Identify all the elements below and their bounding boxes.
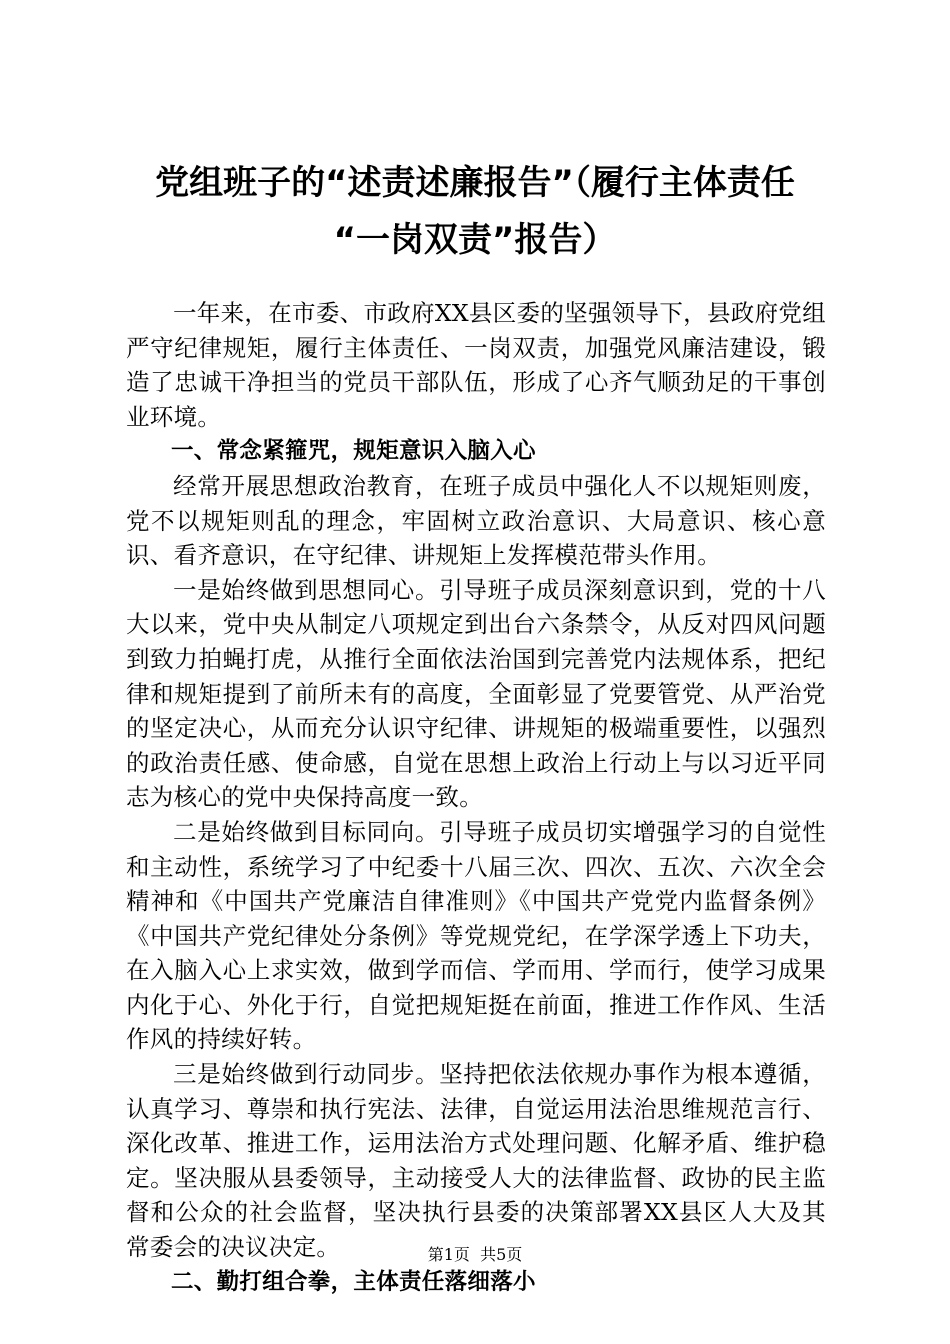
document-title-line-1: 党组班子的“述责述廉报告”（履行主体责任 — [155, 163, 795, 203]
body-paragraph: 一是始终做到思想同心。引导班子成员深刻意识到，党的十八大以来，党中央从制定八项规定到出台六条禁令，从反对四风问题到致力拍蝇打虎，从推行全面依法治国到完善党内法规体系，把纪律和规矩提到了前所未有的高度，全面彰显了党要管党、从严治党的坚定决心，从而充分认识守纪律、讲规矩的极端重要性，以强烈的政治责任感、使命感，自觉在思想上政治上行动上与以习近平同志为核心的党中央保持高度一致。 — [126, 575, 826, 812]
body-paragraph: 经常开展思想政治教育，在班子成员中强化人不以规矩则废，党不以规矩则乱的理念，牢固树立政治意识、大局意识、核心意识、看齐意识，在守纪律、讲规矩上发挥模范带头作用。 — [126, 471, 826, 570]
document-body — [126, 296, 826, 1299]
section-heading-2: 二、勤打组合拳，主体责任落细落小 — [171, 1268, 536, 1295]
body-paragraph: 三是始终做到行动同步。坚持把依法依规办事作为根本遵循，认真学习、尊崇和执行宪法、法律，自觉运用法治思维规范言行、深化改革、推进工作，运用法治方式处理问题、化解矛盾、维护稳定。坚决服从县委领导，主动接受人大的法律监督、政协的民主监督和公众的社会监督，坚决执行县委的决策部署XX县区人大及其常委会的决议决定。 — [126, 1060, 826, 1262]
body-paragraph: 二是始终做到目标同向。引导班子成员切实增强学习的自觉性和主动性，系统学习了中纪委十八届三次、四次、五次、六次全会精神和《中国共产党廉洁自律准则》《中国共产党党内监督条例》《中国共产党纪律处分条例》等党规党纪，在学深学透上下功夫，在入脑入心上求实效，做到学而信、学而用、学而行，使学习成果内化于心、外化于行，自觉把规矩挺在前面，推进工作作风、生活作风的持续好转。 — [126, 817, 826, 1054]
page-footer: 第1页 共5页 — [427, 1245, 523, 1264]
intro-paragraph: 一年来，在市委、市政府XX县区委的坚强领导下，县政府党组严守纪律规矩，履行主体责任、一岗双责，加强党风廉洁建设，锻造了忠诚干净担当的党员干部队伍，形成了心齐气顺劲足的干事创业环境。 — [126, 299, 826, 431]
section-heading-1: 一、常念紧箍咒，规矩意识入脑入心 — [171, 438, 536, 465]
document-title-line-2: “一岗双责”报告） — [333, 220, 617, 260]
